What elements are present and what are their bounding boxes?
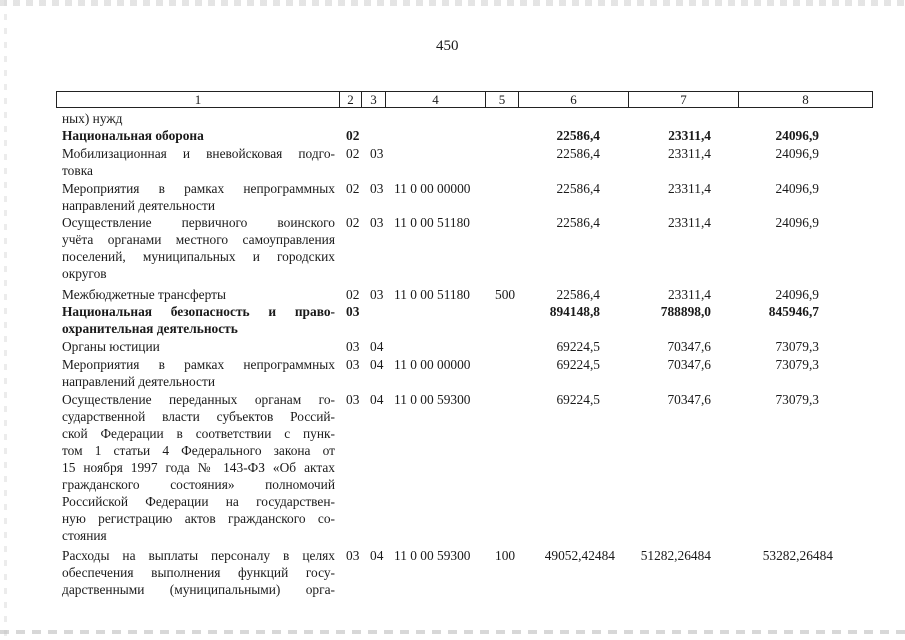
- section-code: 02: [346, 181, 360, 196]
- row-name-line: Национальная безопасность и право-: [62, 304, 335, 319]
- expense-type-code: 500: [495, 287, 516, 302]
- amount-col-8: 73079,3: [775, 392, 819, 407]
- section-code: 02: [346, 146, 360, 161]
- section-code: 03: [346, 304, 360, 319]
- subsection-code: 03: [370, 215, 384, 230]
- row-name-line: стояния: [62, 528, 107, 543]
- table-header-row: [56, 91, 873, 108]
- row-name-line: сударственной власти субъектов Россий-: [62, 409, 335, 424]
- header-col-1: 1: [57, 92, 340, 107]
- target-article-code: 11 0 00 59300: [394, 548, 471, 563]
- amount-col-7: 70347,6: [667, 392, 711, 407]
- row-name-line: Национальная оборона: [62, 128, 204, 143]
- amount-col-8: 24096,9: [775, 287, 819, 302]
- row-name-line: гражданского состояния» полномочий: [62, 477, 335, 492]
- row-name-line: Расходы на выплаты персоналу в целях: [62, 548, 335, 563]
- amount-col-7: 23311,4: [667, 215, 711, 230]
- page-number: 450: [436, 38, 459, 54]
- amount-col-6: 69224,5: [556, 392, 600, 407]
- row-name-line: направлений деятельности: [62, 374, 216, 389]
- header-col-3: 3: [362, 92, 386, 107]
- subsection-code: 03: [370, 181, 384, 196]
- header-col-4: 4: [386, 92, 486, 107]
- row-name-line: Межбюджетные трансферты: [62, 287, 226, 302]
- row-name-line: направлений деятельности: [62, 198, 216, 213]
- section-code: 02: [346, 128, 360, 143]
- target-article-code: 11 0 00 51180: [394, 215, 471, 230]
- target-article-code: 11 0 00 00000: [394, 181, 471, 196]
- header-col-6: 6: [519, 92, 629, 107]
- row-name-line: Российской Федерации на государствен-: [62, 494, 335, 509]
- amount-col-8: 24096,9: [775, 181, 819, 196]
- row-name-line: учёта органами местного самоуправления: [62, 232, 335, 247]
- row-name: [62, 391, 335, 544]
- amount-col-8: 24096,9: [775, 146, 819, 161]
- row-name-line: ской Федерации в соответствии с пунк-: [62, 426, 335, 441]
- row-name: [62, 303, 335, 337]
- row-name-line: Мероприятия в рамках непрограммных: [62, 357, 335, 372]
- row-name-line: охранительная деятельность: [62, 321, 238, 336]
- row-name-line: том 1 статьи 4 Федерального закона от: [62, 443, 335, 458]
- subsection-code: 03: [370, 146, 384, 161]
- amount-col-8: 73079,3: [775, 339, 819, 354]
- row-name: [62, 110, 335, 127]
- amount-col-7: 23311,4: [667, 287, 711, 302]
- amount-col-8: 73079,3: [775, 357, 819, 372]
- row-name-line: Осуществление переданных органам го-: [62, 392, 335, 407]
- section-code: 03: [346, 548, 360, 563]
- row-name-line: ных) нужд: [62, 111, 123, 126]
- header-col-8: 8: [802, 92, 809, 107]
- target-article-code: 11 0 00 00000: [394, 357, 471, 372]
- amount-col-6: 22586,4: [556, 146, 600, 161]
- scan-edge-bottom: [0, 630, 905, 634]
- amount-col-7: 51282,26484: [640, 548, 711, 563]
- section-code: 03: [346, 392, 360, 407]
- subsection-code: 04: [370, 357, 384, 372]
- section-code: 02: [346, 287, 360, 302]
- scan-edge-top: [0, 0, 905, 6]
- amount-col-7: 23311,4: [668, 128, 711, 143]
- amount-col-7: 70347,6: [667, 357, 711, 372]
- amount-col-6: 22586,4: [556, 128, 600, 143]
- amount-col-7: 788898,0: [660, 304, 711, 319]
- row-name-line: товка: [62, 163, 93, 178]
- row-name: [62, 127, 335, 144]
- subsection-code: 04: [370, 548, 384, 563]
- amount-col-8: 845946,7: [768, 304, 819, 319]
- row-name-line: Осуществление первичного воинского: [62, 215, 335, 230]
- row-name: [62, 356, 335, 390]
- row-name: [62, 214, 335, 282]
- row-name-line: Органы юстиции: [62, 339, 160, 354]
- row-name: [62, 145, 335, 179]
- row-name-line: Мероприятия в рамках непрограммных: [62, 181, 335, 196]
- amount-col-8: 24096,9: [775, 215, 819, 230]
- row-name-line: Мобилизационная и вневойсковая подго-: [62, 146, 335, 161]
- row-name-line: ную регистрацию актов гражданского со-: [62, 511, 335, 526]
- section-code: 03: [346, 357, 360, 372]
- subsection-code: 04: [370, 392, 384, 407]
- row-name-line: обеспечения выполнения функций госу-: [62, 565, 335, 580]
- row-name: [62, 338, 335, 355]
- amount-col-6: 22586,4: [556, 287, 600, 302]
- amount-col-6: 49052,42484: [544, 548, 615, 563]
- scan-edge-left: [4, 0, 7, 640]
- target-article-code: 11 0 00 51180: [394, 287, 471, 302]
- header-col-7: 7: [629, 92, 739, 107]
- amount-col-8: 24096,9: [775, 128, 819, 143]
- amount-col-6: 22586,4: [556, 181, 600, 196]
- amount-col-8: 53282,26484: [762, 548, 833, 563]
- expense-type-code: 100: [495, 548, 516, 563]
- header-col-2: 2: [340, 92, 362, 107]
- row-name: [62, 180, 335, 214]
- row-name: [62, 547, 335, 598]
- header-col-5: 5: [486, 92, 519, 107]
- amount-col-7: 23311,4: [667, 181, 711, 196]
- subsection-code: 04: [370, 339, 384, 354]
- amount-col-6: 894148,8: [549, 304, 600, 319]
- subsection-code: 03: [370, 287, 384, 302]
- row-name-line: дарственными (муниципальными) орга-: [62, 582, 335, 597]
- row-name: [62, 286, 335, 303]
- row-name-line: поселений, муниципальных и городских: [62, 249, 335, 264]
- target-article-code: 11 0 00 59300: [394, 392, 471, 407]
- amount-col-6: 69224,5: [556, 357, 600, 372]
- row-name-line: 15 ноября 1997 года № 143-ФЗ «Об актах: [62, 460, 335, 475]
- row-name-line: округов: [62, 266, 107, 281]
- amount-col-6: 22586,4: [556, 215, 600, 230]
- section-code: 02: [346, 215, 360, 230]
- section-code: 03: [346, 339, 360, 354]
- amount-col-7: 70347,6: [667, 339, 711, 354]
- amount-col-6: 69224,5: [556, 339, 600, 354]
- amount-col-7: 23311,4: [667, 146, 711, 161]
